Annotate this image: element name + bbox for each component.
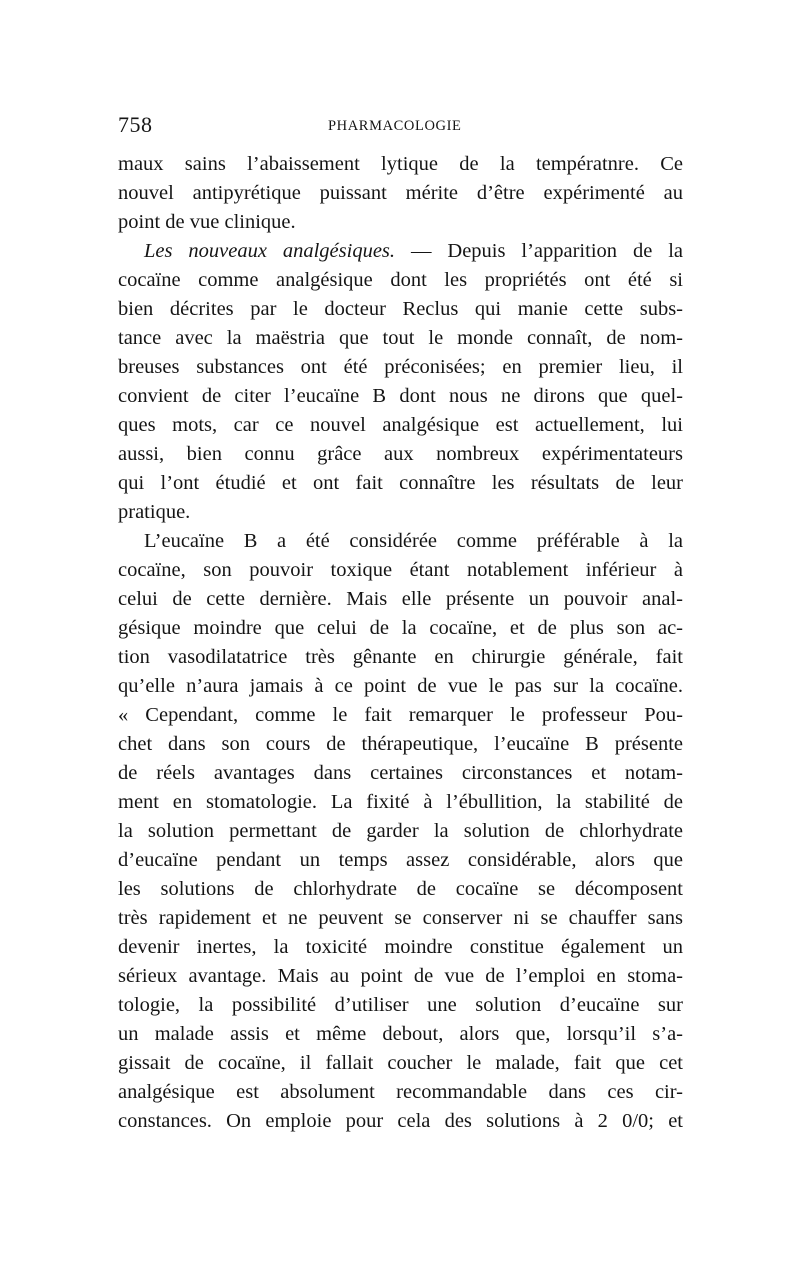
text-line: analgésique est absolument recommandable dans ces cir- (118, 1081, 683, 1103)
text-line: les solutions de chlorhydrate de cocaïne se décomposent (118, 878, 683, 900)
text-line: maux sains l’abaissement lytique de la températnre. Ce (118, 153, 683, 175)
text-line: nouvel antipyrétique puissant mérite d’être expérimenté au (118, 182, 683, 204)
section-heading-line (144, 237, 683, 266)
text-line: tance avec la maëstria que tout le monde connaît, de nom- (118, 327, 683, 349)
page-number: 758 (118, 112, 153, 137)
text-line: celui de cette dernière. Mais elle présente un pouvoir anal- (118, 588, 683, 610)
text-line: convient de citer l’eucaïne B dont nous ne dirons que quel- (118, 385, 683, 407)
text-line: tion vasodilatatrice très gênante en chirurgie générale, fait (118, 646, 683, 668)
text-line: ment en stomatologie. La fixité à l’ébullition, la stabilité de (118, 791, 683, 813)
text-line: la solution permettant de garder la solution de chlorhydrate (118, 820, 683, 842)
text-line: « Cependant, comme le fait remarquer le professeur Pou- (118, 704, 683, 726)
text-line: qu’elle n’aura jamais à ce point de vue le pas sur la cocaïne. (118, 675, 683, 697)
text-line: point de vue clinique. (118, 211, 296, 233)
text-line: sérieux avantage. Mais au point de vue de l’emploi en stoma- (118, 965, 683, 987)
text-line: L’eucaïne B a été considérée comme préférable à la (144, 530, 683, 552)
page-header (118, 112, 683, 142)
text-line: aussi, bien connu grâce aux nombreux expérimentateurs (118, 443, 683, 465)
text-line: un malade assis et même debout, alors que, lorsqu’il s’a- (118, 1023, 683, 1045)
text-line: constances. On emploie pour cela des solutions à 2 0/0; et (118, 1110, 683, 1132)
running-title: PHARMACOLOGIE (328, 118, 462, 134)
text-line: ques mots, car ce nouvel analgésique est actuellement, lui (118, 414, 683, 436)
text-line: breuses substances ont été préconisées; en premier lieu, il (118, 356, 683, 378)
text-line: — Depuis l’apparition de la (410, 240, 684, 262)
text-line: qui l’ont étudié et ont fait connaître les résultats de leur (118, 472, 683, 494)
text-line: de réels avantages dans certaines circonstances et notam- (118, 762, 683, 784)
text-line: tologie, la possibilité d’utiliser une solution d’eucaïne sur (118, 994, 683, 1016)
text-line: gésique moindre que celui de la cocaïne, et de plus son ac- (118, 617, 683, 639)
text-line: gissait de cocaïne, il fallait coucher le malade, fait que cet (118, 1052, 683, 1074)
section-heading: Les nouveaux analgésiques. (144, 240, 396, 262)
text-line: chet dans son cours de thérapeutique, l’eucaïne B présente (118, 733, 683, 755)
text-line: bien décrites par le docteur Reclus qui manie cette subs- (118, 298, 683, 320)
text-line: pratique. (118, 501, 191, 523)
text-line: très rapidement et ne peuvent se conserver ni se chauffer sans (118, 907, 683, 929)
text-line: cocaïne, son pouvoir toxique étant notablement inférieur à (118, 559, 683, 581)
text-line: d’eucaïne pendant un temps assez considérable, alors que (118, 849, 683, 871)
text-line: cocaïne comme analgésique dont les propriétés ont été si (118, 269, 683, 291)
text-line: devenir inertes, la toxicité moindre constitue également un (118, 936, 683, 958)
